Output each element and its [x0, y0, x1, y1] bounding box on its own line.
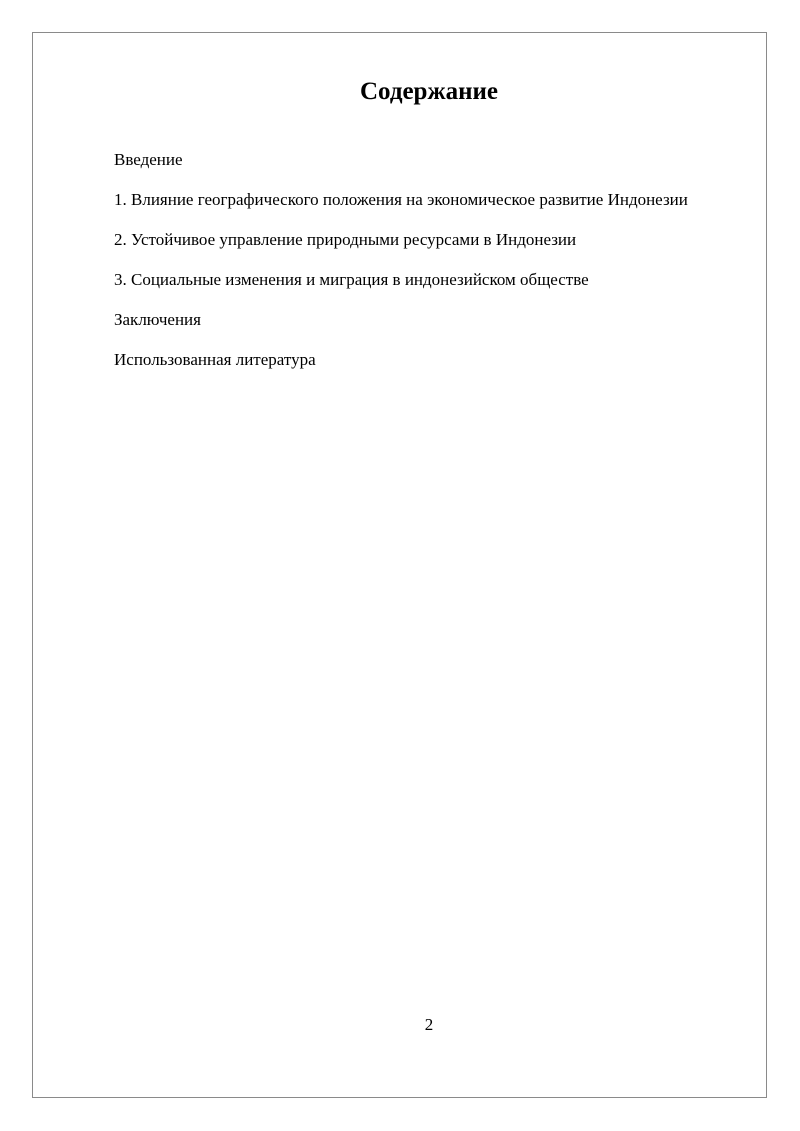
- table-of-contents: [114, 144, 742, 384]
- page-title: Содержание: [359, 78, 498, 105]
- toc-item-references: Использованная литература: [114, 350, 316, 369]
- page-number: 2: [424, 1015, 434, 1034]
- toc-item-chapter-1: 1. Влияние географического положения на экономическое развитие Индонезии: [114, 190, 688, 209]
- toc-item-chapter-2: 2. Устойчивое управление природными ресурсами в Индонезии: [114, 230, 577, 249]
- toc-item-chapter-3: 3. Социальные изменения и миграция в индонезийском обществе: [114, 270, 589, 289]
- toc-item-conclusion: Заключения: [114, 310, 201, 329]
- toc-item-introduction: Введение: [114, 150, 183, 169]
